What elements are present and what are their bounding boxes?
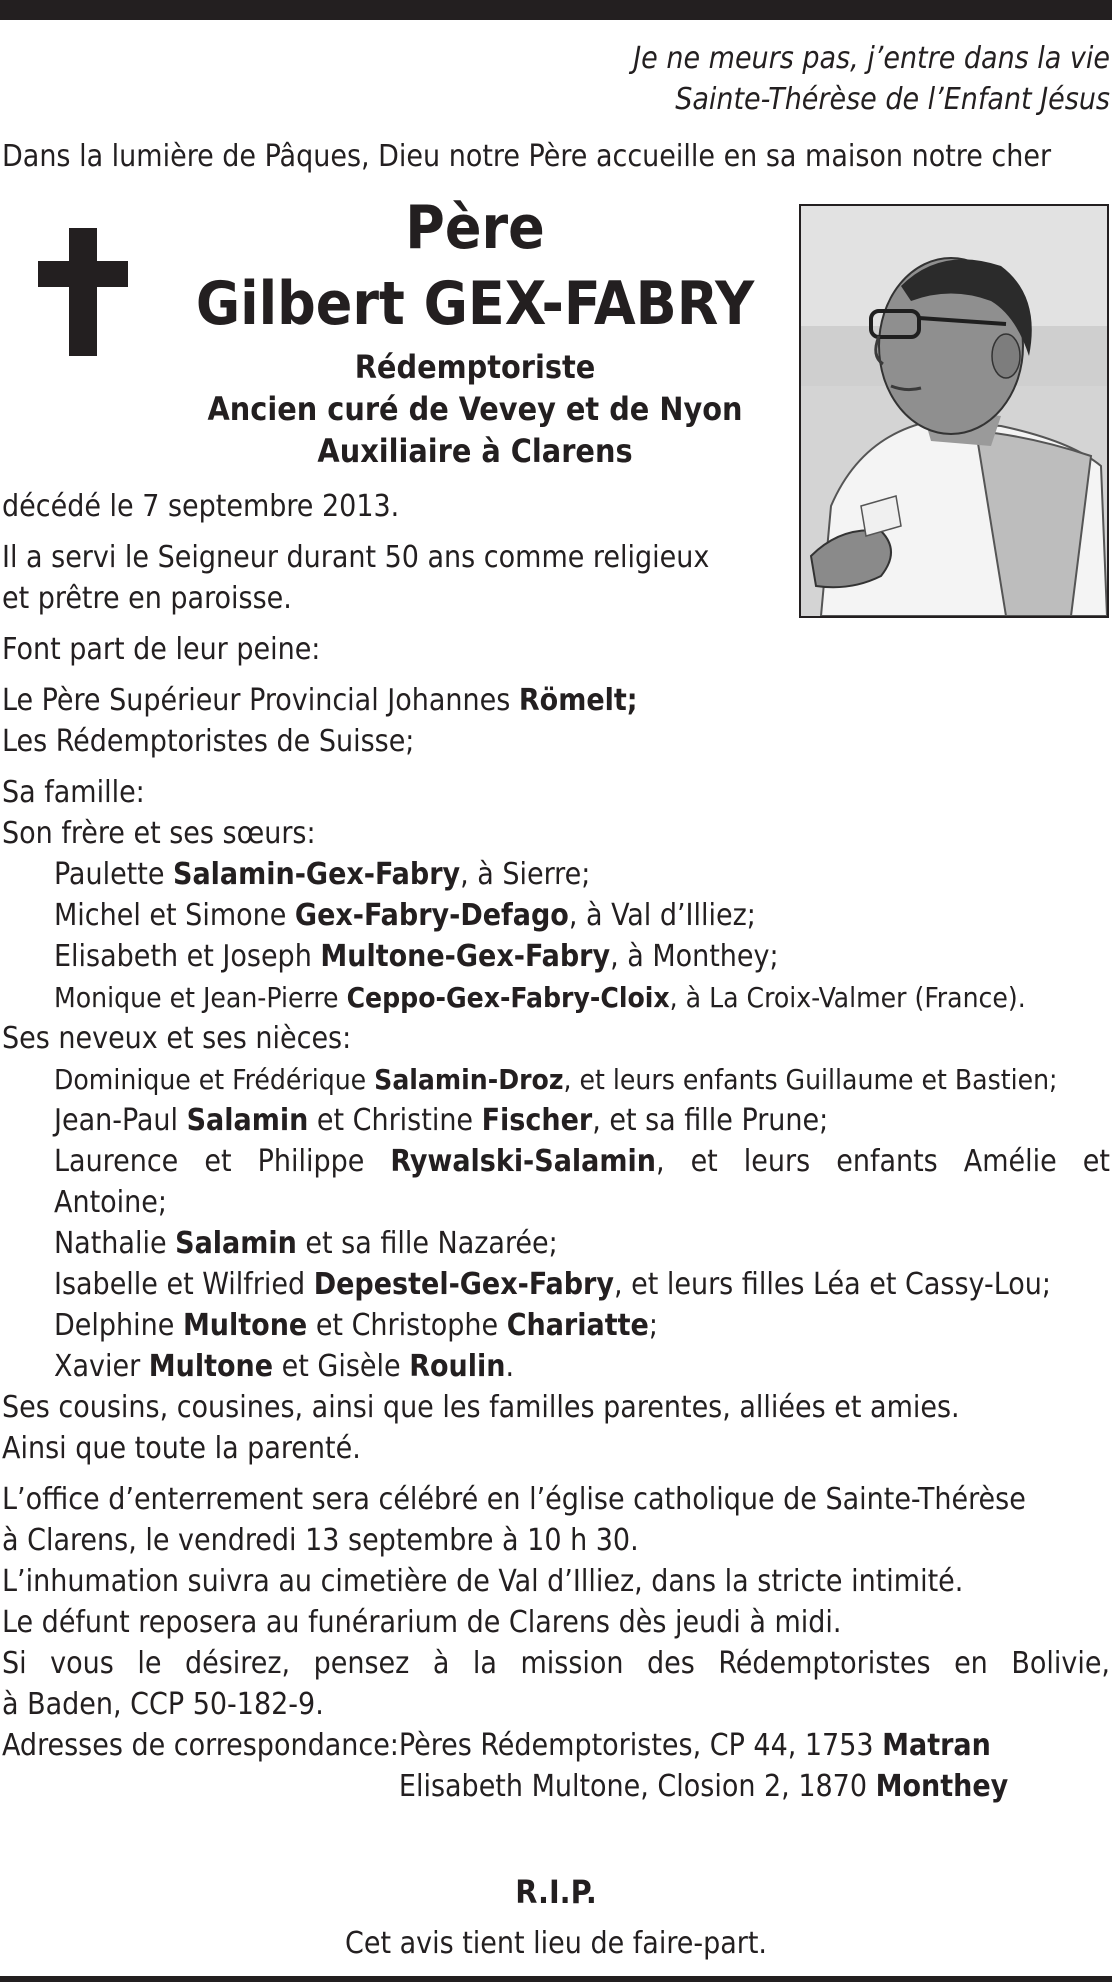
service-line-2: et prêtre en paroisse.	[2, 581, 292, 616]
sibling-1	[2, 854, 1110, 895]
siblings-heading: Son frère et ses sœurs:	[2, 816, 316, 851]
redemptorists-line: Les Rédemptoristes de Suisse;	[2, 724, 415, 759]
address-1	[399, 1725, 1008, 1766]
nephew-3-surname: Rywalski-Salamin	[390, 1144, 656, 1179]
sibling-3	[2, 936, 1110, 977]
sibling-4-surname: Ceppo-Gex-Fabry-Cloix	[346, 981, 670, 1014]
nephew-7	[2, 1346, 1110, 1387]
address-1-town: Matran	[882, 1728, 991, 1763]
address-2-street: Elisabeth Multone, Closion 2, 1870	[398, 1769, 876, 1804]
nephew-2-a: Jean-Paul	[54, 1103, 187, 1138]
nephew-6-a: Delphine	[54, 1308, 183, 1343]
sibling-1-first: Paulette	[54, 857, 174, 892]
addresses-label: Adresses de correspondance:	[2, 1728, 399, 1763]
sibling-2	[2, 895, 1110, 936]
nephew-4-first: Nathalie	[54, 1226, 176, 1261]
parente-line: Ainsi que toute la parenté.	[2, 1431, 361, 1466]
subtitle-former-parish: Ancien curé de Vevey et de Nyon	[207, 390, 743, 428]
notice-body	[2, 486, 1110, 1807]
sibling-3-place: , à Monthey;	[610, 939, 779, 974]
office-line-1: L’office d’enterrement sera célébré en l’église catholique de Sainte-Thérèse	[2, 1482, 1026, 1517]
address-2	[399, 1766, 1008, 1807]
sibling-4-place: , à La Croix-Valmer (France).	[669, 981, 1026, 1014]
bottom-rule	[0, 1976, 1112, 1982]
rip-text: R.I.P.	[515, 1873, 597, 1911]
closing-note: Cet avis tient lieu de faire-part.	[344, 1926, 768, 1961]
nephew-7-d: Roulin	[409, 1349, 506, 1384]
nephew-1-first: Dominique et Frédérique	[54, 1063, 375, 1096]
mission-line-1: Si vous le désirez, pensez à la mission des Rédemptoristes en Bolivie,	[2, 1646, 1110, 1681]
sibling-1-surname: Salamin-Gex-Fabry	[173, 857, 461, 892]
cross-icon	[38, 228, 128, 356]
addresses-list	[399, 1725, 1008, 1807]
nephew-3-cont: Antoine;	[54, 1185, 167, 1220]
nephew-7-e: .	[505, 1349, 515, 1384]
nephew-2-c: et Christine	[308, 1103, 482, 1138]
cousins-line: Ses cousins, cousines, ainsi que les familles parentes, alliées et amies.	[2, 1390, 960, 1425]
nephew-4-surname: Salamin	[175, 1226, 297, 1261]
quote-line-1: Je ne meurs pas, j’entre dans la vie	[633, 41, 1110, 76]
nephew-6-b: Multone	[182, 1308, 308, 1343]
nephew-3	[2, 1141, 1110, 1182]
nephew-5	[2, 1264, 1110, 1305]
epigraph-quote	[633, 38, 1110, 120]
nephew-6-c: et Christophe	[307, 1308, 507, 1343]
nephew-2-e: , et sa fille Prune;	[592, 1103, 829, 1138]
superior-line	[2, 680, 1110, 721]
nephew-1-children: , et leurs enfants Guillaume et Bastien;	[563, 1063, 1058, 1096]
sibling-2-surname: Gex-Fabry-Defago	[294, 898, 569, 933]
nephew-2	[2, 1100, 1110, 1141]
nephew-1	[2, 1059, 1110, 1100]
superior-name: Römelt;	[518, 683, 638, 718]
nephew-6-e: ;	[648, 1308, 658, 1343]
sibling-1-place: , à Sierre;	[460, 857, 591, 892]
nephew-5-first: Isabelle et Wilfried	[54, 1267, 314, 1302]
nephews-heading: Ses neveux et ses nièces:	[2, 1021, 352, 1056]
death-date: décédé le 7 septembre 2013.	[2, 489, 400, 524]
inhumation-line: L’inhumation suivra au cimetière de Val d’Illiez, dans la stricte intimité.	[2, 1564, 964, 1599]
sibling-4	[2, 977, 1110, 1018]
nephew-6-d: Chariatte	[506, 1308, 649, 1343]
sibling-3-surname: Multone-Gex-Fabry	[320, 939, 611, 974]
sibling-2-first: Michel et Simone	[54, 898, 295, 933]
nephew-3-first: Laurence et Philippe	[54, 1144, 391, 1179]
intro-text: Dans la lumière de Pâques, Dieu notre Père accueille en sa maison notre cher	[2, 139, 1052, 174]
office-line-2: à Clarens, le vendredi 13 septembre à 10 h 30.	[2, 1523, 639, 1558]
subtitle-auxiliary: Auxiliaire à Clarens	[317, 432, 633, 470]
funerarium-line: Le défunt reposera au funérarium de Clarens dès jeudi à midi.	[2, 1605, 842, 1640]
nephew-6	[2, 1305, 1110, 1346]
sibling-2-place: , à Val d’Illiez;	[568, 898, 756, 933]
nephew-2-d: Fischer	[481, 1103, 593, 1138]
nephew-5-surname: Depestel-Gex-Fabry	[313, 1267, 614, 1302]
address-2-town: Monthey	[875, 1769, 1009, 1804]
service-line-1: Il a servi le Seigneur durant 50 ans comme religieux	[2, 540, 710, 575]
deceased-name: Gilbert GEX-FABRY	[195, 269, 755, 339]
nephew-1-surname: Salamin-Droz	[374, 1063, 564, 1096]
nephew-7-b: Multone	[148, 1349, 274, 1384]
superior-text: Le Père Supérieur Provincial Johannes	[2, 683, 519, 718]
sibling-3-first: Elisabeth et Joseph	[54, 939, 321, 974]
correspondence-addresses	[2, 1725, 1110, 1807]
nephew-5-children: , et leurs filles Léa et Cassy-Lou;	[613, 1267, 1051, 1302]
sibling-4-first: Monique et Jean-Pierre	[54, 981, 347, 1014]
mission-line-2: à Baden, CCP 50-182-9.	[2, 1687, 324, 1722]
quote-line-2: Sainte-Thérèse de l’Enfant Jésus	[675, 82, 1110, 117]
title-pere: Père	[405, 193, 545, 263]
nephew-3-children: , et leurs enfants Amélie et	[655, 1144, 1110, 1179]
top-rule	[0, 0, 1112, 20]
family-heading: Sa famille:	[2, 775, 145, 810]
nephew-2-b: Salamin	[186, 1103, 309, 1138]
address-1-street: Pères Rédemptoristes, CP 44, 1753	[398, 1728, 883, 1763]
nephew-4-children: et sa fille Nazarée;	[296, 1226, 558, 1261]
nephew-7-a: Xavier	[54, 1349, 149, 1384]
subtitle-order: Rédemptoriste	[354, 348, 596, 386]
nephew-7-c: et Gisèle	[273, 1349, 410, 1384]
nephew-4	[2, 1223, 1110, 1264]
font-part: Font part de leur peine:	[2, 632, 321, 667]
